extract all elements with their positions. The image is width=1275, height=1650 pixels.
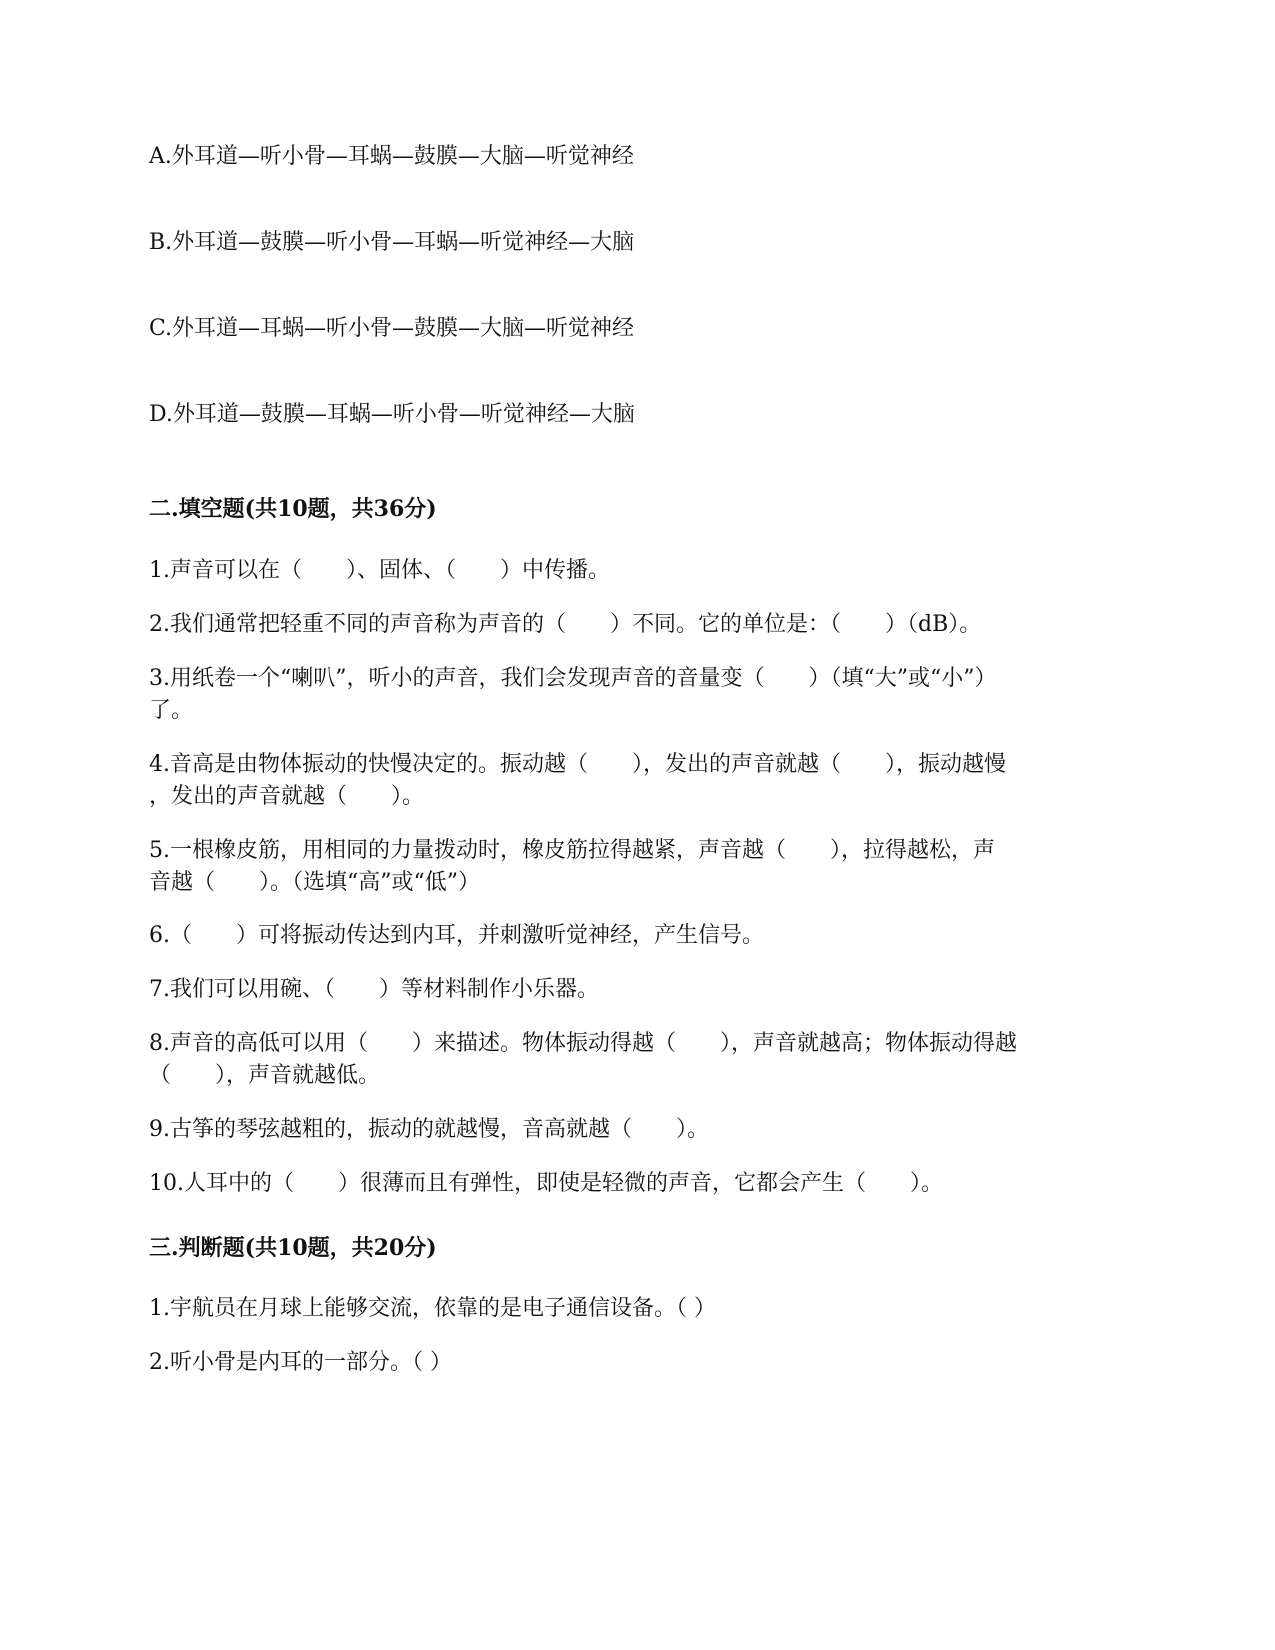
option-d: D.外耳道—鼓膜—耳蜗—听小骨—听觉神经—大脑	[149, 402, 635, 427]
tf-question-1: 1.宇航员在月球上能够交流，依靠的是电子通信设备。（ ）	[149, 1296, 716, 1321]
fill-question-4-line1: 4.音高是由物体振动的快慢决定的。振动越（ ），发出的声音就越（ ），振动越慢	[149, 752, 1006, 777]
option-c: C.外耳道—耳蜗—听小骨—鼓膜—大脑—听觉神经	[149, 316, 635, 341]
fill-question-2: 2.我们通常把轻重不同的声音称为声音的（ ）不同。它的单位是：（ ）（dB）。	[149, 612, 982, 637]
fill-question-3-line2: 了。	[149, 698, 194, 723]
fill-question-4-line2: ，发出的声音就越（ ）。	[149, 784, 425, 809]
option-b: B.外耳道—鼓膜—听小骨—耳蜗—听觉神经—大脑	[149, 230, 635, 255]
fill-question-1: 1.声音可以在（ ）、固体、（ ）中传播。	[149, 558, 610, 583]
fill-question-8-line2: （ ），声音就越低。	[149, 1063, 381, 1088]
fill-question-3-line1: 3.用纸卷一个“喇叭”，听小的声音，我们会发现声音的音量变（ ）（填“大”或“小”）	[149, 666, 997, 691]
fill-question-9: 9.古筝的琴弦越粗的，振动的就越慢，音高就越（ ）。	[149, 1117, 709, 1142]
section-heading-fill-in: 二.填空题(共10题，共36分)	[149, 496, 437, 522]
tf-question-2: 2.听小骨是内耳的一部分。（ ）	[149, 1350, 452, 1375]
option-a: A.外耳道—听小骨—耳蜗—鼓膜—大脑—听觉神经	[149, 144, 634, 169]
fill-question-5-line2: 音越（ ）。（选填“高”或“低”）	[149, 870, 480, 895]
fill-question-8-line1: 8.声音的高低可以用（ ）来描述。物体振动得越（ ），声音就越高；物体振动得越	[149, 1031, 1017, 1056]
section-heading-true-false: 三.判断题(共10题，共20分)	[149, 1235, 437, 1261]
fill-question-10: 10.人耳中的（ ）很薄而且有弹性，即使是轻微的声音，它都会产生（ ）。	[149, 1171, 943, 1196]
fill-question-5-line1: 5.一根橡皮筋，用相同的力量拨动时，橡皮筋拉得越紧，声音越（ ），拉得越松，声	[149, 838, 995, 863]
fill-question-7: 7.我们可以用碗、（ ）等材料制作小乐器。	[149, 977, 599, 1002]
fill-question-6: 6.（ ）可将振动传达到内耳，并刺激听觉神经，产生信号。	[149, 923, 764, 948]
